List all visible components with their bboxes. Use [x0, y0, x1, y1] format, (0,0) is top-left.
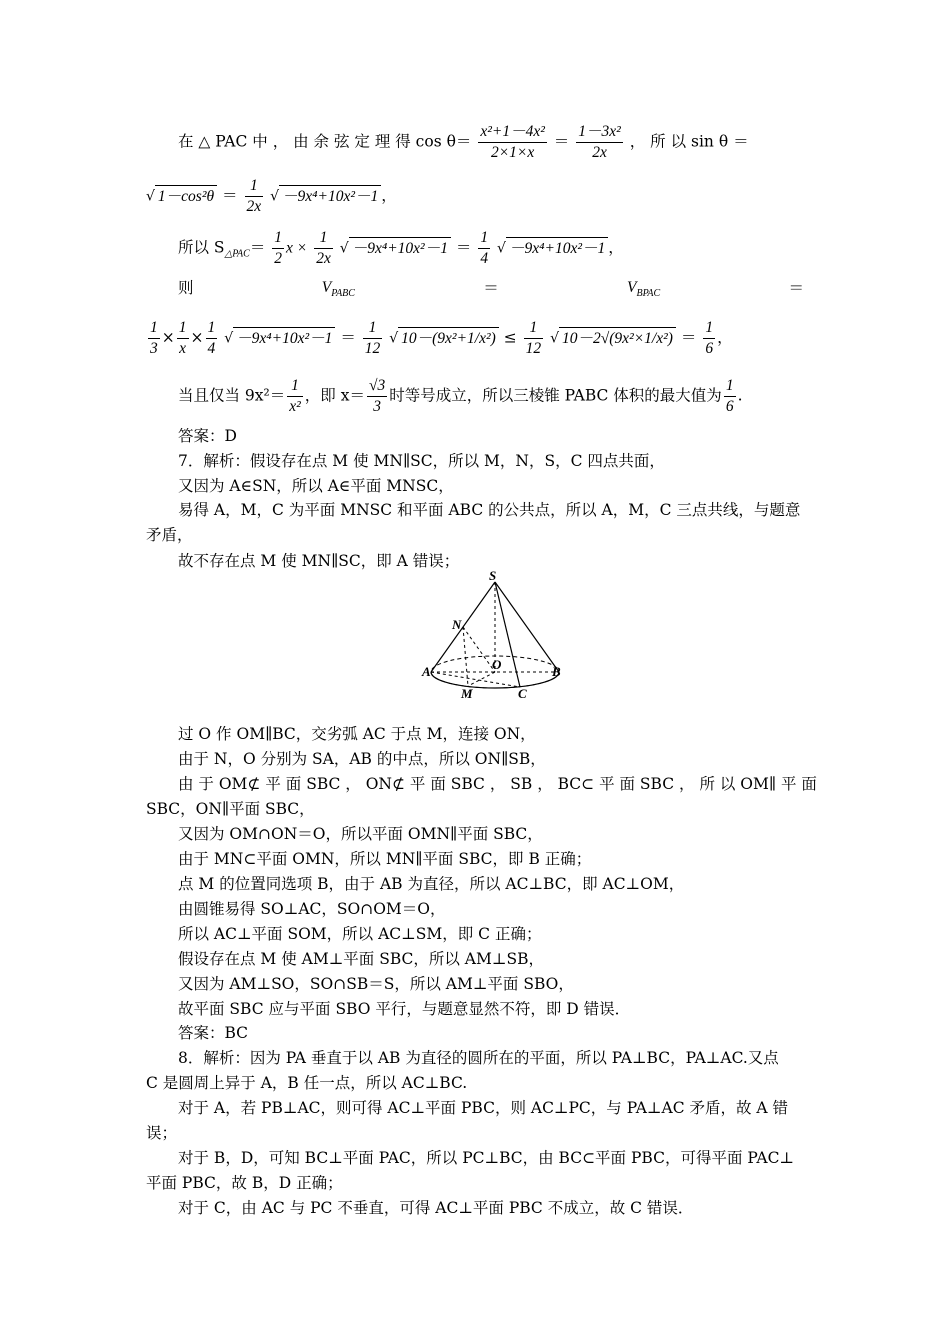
area-radicand-2: －9x⁴+10x²－1 [506, 237, 608, 260]
p7b-line: 故平面 SBC 应与平面 SBO 平行，与题意显然不符，即 D 错误． [178, 1000, 631, 1018]
line-no [463, 627, 495, 672]
p7b-line: 点 M 的位置同选项 B，由于 AB 为直径，所以 AC⊥BC，即 AC⊥OM， [178, 875, 685, 893]
p7b-line: SBC，ON∥平面 SBC， [146, 800, 315, 818]
p8-line: 8．解析：因为 PA 垂直于以 AB 为直径的圆所在的平面，所以 PA⊥BC，PA⊥AC.又点 [178, 1049, 779, 1067]
p8-line: 平面 PBC，故 B，D 正确； [146, 1174, 343, 1192]
volume-bound-line: $\frac{1}{3}$ × $\frac{1}{x}$ × $\frac{1}{4}$ √ －9x⁴+10x²－1 ＝ $\frac{1}{12}$ √ 10－(9x²+1/x²) ≤ $\frac{1}{12}$ √ 10－2√(9x²×1/x²) ＝ $\frac{1}{6}$ ， [150, 319, 733, 357]
cosine-fraction-2: $\frac{\text{1－3x²}}{2x}$ [578, 123, 621, 161]
p7b-line: 由 于 OM⊄ 平 面 SBC ， ON⊄ 平 面 SBC ， SB ， BC⊂ 平 面 SBC ， 所 以 OM∥ 平 面 [178, 775, 817, 793]
volume-line: 则 $V_{PABC}$ ＝ $V_{BPAC}$ ＝ [178, 279, 804, 300]
label-b: B [552, 664, 561, 679]
p7b-line: 假设存在点 M 使 AM⊥平面 SBC，所以 AM⊥SB， [178, 950, 544, 968]
line-om [468, 672, 495, 686]
cosine-fraction-1: $\frac{\text{x²+1－4x²}}{2\times 1\times x}$ [480, 123, 545, 161]
sine-fraction: $\frac{1}{2x}$ [246, 177, 262, 215]
area-fraction-3: $\frac{1}{4}$ [480, 229, 489, 267]
p7b-line: 由于 N，O 分别为 SA，AB 的中点，所以 ON∥SB， [178, 750, 546, 768]
area-fraction-1: $\frac{1}{2}$ [274, 229, 283, 267]
p7b-line: 由于 MN⊂平面 OMN，所以 MN∥平面 SBC，即 B 正确； [178, 850, 592, 868]
sine-line: √ 1－cos²θ ＝ $\frac{1}{2x}$ √ －9x⁴+10x²－1 ， [146, 177, 397, 215]
base-front-arc [431, 672, 559, 688]
sine-radicand: 1－cos²θ [155, 185, 217, 208]
line-nm [463, 627, 468, 686]
area-radicand-1: －9x⁴+10x²－1 [349, 237, 451, 260]
sine-intro-text: ， 所 以 sin θ ＝ [629, 132, 749, 151]
line-ac [431, 672, 520, 687]
p8-line: C 是圆周上异于 A，B 任一点，所以 AC⊥BC. [146, 1074, 468, 1092]
p7-line: 矛盾， [146, 526, 193, 544]
cone-figure [420, 568, 570, 706]
cosine-intro-text: 在 △ PAC 中 ， 由 余 弦 定 理 得 cos θ＝ [178, 132, 472, 151]
sine-radicand-2: －9x⁴+10x²－1 [279, 185, 381, 208]
area-line: 所以 $S_{\triangle PAC}=$ $\frac{1}{2}$ x × $\frac{1}{2x}$ √ －9x⁴+10x²－1 ＝ $\frac{1}{4}$ √ －9x⁴+10x²－1 ， [178, 229, 624, 267]
label-a: A [422, 664, 431, 679]
label-s: S [489, 568, 497, 583]
label-o: O [492, 657, 502, 672]
cosine-law-line: 在 △ PAC 中 ， 由 余 弦 定 理 得 cos θ＝ $\frac{\text{x²+1－4x²}}{2\times 1\times x}$ ＝ $\frac{\text{1－3x²}}{2x}$ ， 所 以 sin θ ＝ [178, 123, 749, 161]
p7b-line: 由圆锥易得 SO⊥AC，SO∩OM＝O， [178, 900, 446, 918]
p7b-line: 过 O 作 OM∥BC，交劣弧 AC 于点 M，连接 ON， [178, 725, 536, 743]
p7-line: 又因为 A∈SN，所以 A∈平面 MNSC， [178, 477, 454, 495]
p7b-line: 又因为 AM⊥SO，SO∩SB＝S，所以 AM⊥平面 SBO， [178, 975, 574, 993]
volume-radicand-1: －9x⁴+10x²－1 [233, 327, 335, 350]
p7-line: 7．解析：假设存在点 M 使 MN∥SC，所以 M，N，S，C 四点共面， [178, 452, 665, 470]
p8-line: 对于 B，D，可知 BC⊥平面 PAC，所以 PC⊥BC，由 BC⊂平面 PBC，可得平面 PAC⊥ [178, 1149, 795, 1167]
p7b-line: 所以 AC⊥平面 SOM，所以 AC⊥SM，即 C 正确； [178, 925, 542, 943]
answer-7: 答案：BC [178, 1024, 249, 1042]
label-c: C [518, 686, 527, 701]
p8-line: 对于 C，由 AC 与 PC 不垂直，可得 AC⊥平面 PBC 不成立，故 C 错误． [178, 1199, 694, 1217]
area-fraction-2: $\frac{1}{2x}$ [316, 229, 331, 267]
volume-radicand-3: 10－2√(9x²×1/x²) [559, 327, 676, 350]
equality-line: 当且仅当 9x²＝ $\frac{1}{\text{x²}}$ ，即 x＝ $\frac{√3}{3}$ 时等号成立，所以三棱锥 PABC 体积的最大值为 $\frac{1}{6}$ . [178, 377, 743, 415]
answer-6: 答案：D [178, 427, 237, 445]
p7b-line: 又因为 OM∩ON＝O，所以平面 OMN∥平面 SBC， [178, 825, 543, 843]
line-sb [495, 582, 559, 672]
p8-line: 误； [146, 1124, 178, 1142]
label-n: N [452, 617, 462, 632]
p7-line: 故不存在点 M 使 MN∥SC，即 A 错误； [178, 552, 460, 570]
volume-radicand-2: 10－(9x²+1/x²) [398, 327, 499, 350]
p7-line: 易得 A，M，C 为平面 MNSC 和平面 ABC 的公共点，所以 A，M，C 三点共线，与题意 [178, 501, 801, 519]
label-m: M [461, 686, 473, 701]
p8-line: 对于 A，若 PB⊥AC，则可得 AC⊥平面 PBC，则 AC⊥PC，与 PA⊥AC 矛盾，故 A 错 [178, 1099, 789, 1117]
